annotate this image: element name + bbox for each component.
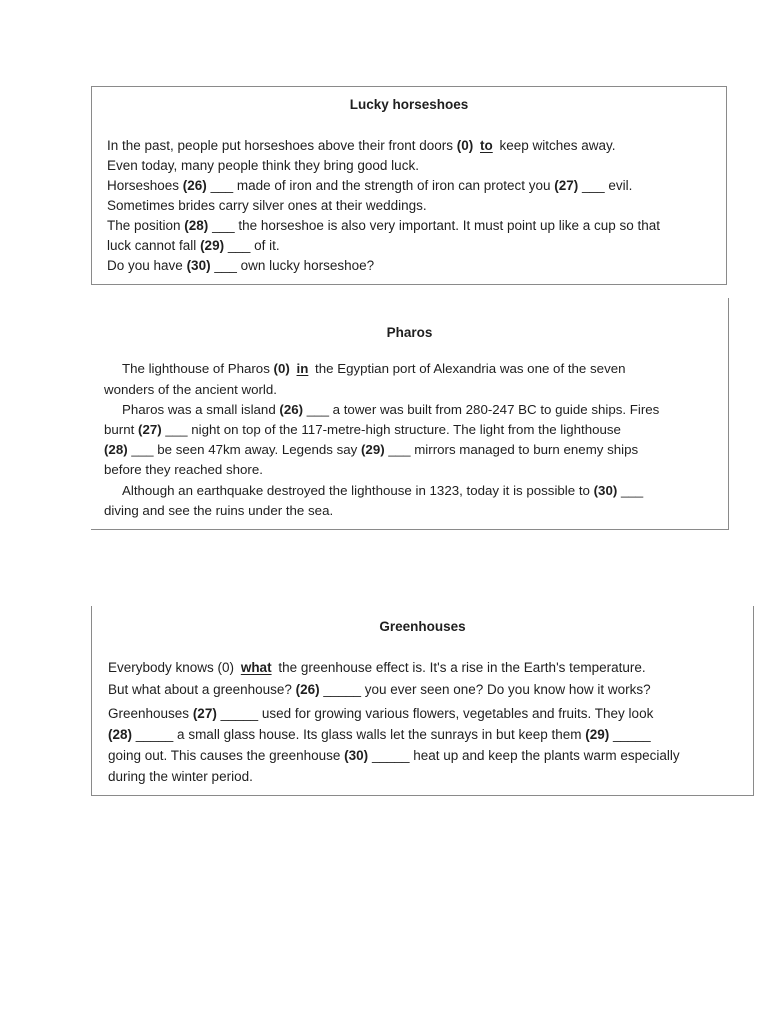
text-line: burnt (27) ___ night on top of the 117-metre-high structure. The light from the lighthouse	[104, 422, 621, 437]
text-line: during the winter period.	[108, 769, 253, 784]
example-answer: in	[296, 361, 309, 376]
pharos-title: Pharos	[386, 325, 433, 340]
greenhouses-box	[91, 606, 754, 796]
text-line: luck cannot fall (29) ___ of it.	[107, 238, 280, 253]
example-answer: to	[480, 138, 493, 153]
pharos-box	[91, 298, 729, 530]
text-line: (28) _____ a small glass house. Its glass walls let the sunrays in but keep them (29) _____	[108, 727, 651, 742]
text-line: Pharos was a small island (26) ___ a tower was built from 280-247 BC to guide ships. Fires	[122, 402, 660, 417]
text-line: Horseshoes (26) ___ made of iron and the strength of iron can protect you (27) ___ evil.	[107, 178, 633, 193]
lucky-horseshoes-title: Lucky horseshoes	[349, 97, 469, 112]
text-line: The lighthouse of Pharos (0) in the Egyptian port of Alexandria was one of the seven	[122, 361, 626, 376]
text-line: diving and see the ruins under the sea.	[104, 503, 334, 518]
text-line: In the past, people put horseshoes above their front doors (0) to keep witches away.	[107, 138, 616, 153]
text-line: Greenhouses (27) _____ used for growing various flowers, vegetables and fruits. They look	[108, 706, 654, 721]
text-line: Although an earthquake destroyed the lighthouse in 1323, today it is possible to (30) ___	[122, 483, 644, 498]
text-line: before they reached shore.	[104, 462, 263, 477]
example-answer: what	[240, 660, 272, 675]
text-line: Everybody knows (0) what the greenhouse effect is. It's a rise in the Earth's temperature.	[108, 660, 646, 675]
text-line: Do you have (30) ___ own lucky horseshoe?	[107, 258, 375, 273]
text-line: Sometimes brides carry silver ones at their weddings.	[107, 198, 427, 213]
text-line: But what about a greenhouse? (26) _____ you ever seen one? Do you know how it works?	[108, 682, 651, 697]
greenhouses-title: Greenhouses	[379, 619, 466, 634]
lucky-horseshoes-box	[91, 86, 727, 285]
text-line: The position (28) ___ the horseshoe is also very important. It must point up like a cup so that	[107, 218, 661, 233]
text-line: wonders of the ancient world.	[104, 382, 277, 397]
text-line: going out. This causes the greenhouse (30) _____ heat up and keep the plants warm especially	[108, 748, 680, 763]
text-line: Even today, many people think they bring good luck.	[107, 158, 419, 173]
text-line: (28) ___ be seen 47km away. Legends say (29) ___ mirrors managed to burn enemy ships	[104, 442, 639, 457]
